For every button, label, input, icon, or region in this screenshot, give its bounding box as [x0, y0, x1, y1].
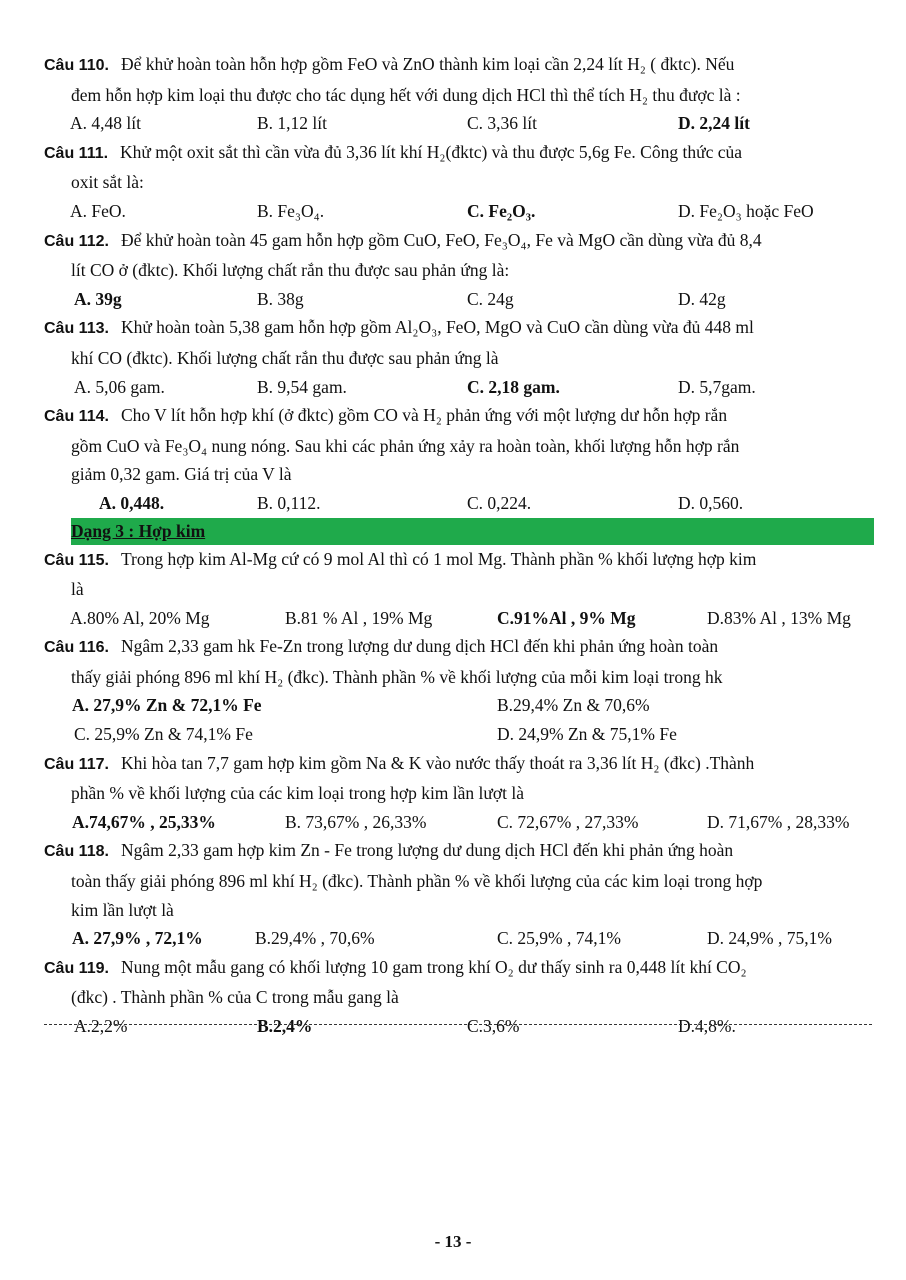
option-b: B. 38g — [257, 288, 304, 309]
option-b: B. 9,54 gam. — [257, 376, 347, 397]
question-text: phần % về khối lượng của các kim loại trong hợp kim lần lượt là — [71, 783, 525, 804]
question-116 — [44, 632, 874, 663]
question-112 — [44, 226, 874, 257]
option-b: B. 0,112. — [257, 492, 321, 513]
option-c-answer: C.91%Al , 9% Mg — [497, 607, 636, 628]
question-number: Câu 110. — [44, 57, 109, 74]
question-text: oxit sắt là: — [71, 172, 144, 193]
option-a: A. FeO. — [70, 200, 126, 221]
option-c-answer: C. 2,18 gam. — [467, 376, 560, 397]
option-d: D. 0,560. — [678, 492, 744, 513]
option-d: D. 24,9% Zn & 75,1% Fe — [497, 724, 677, 745]
option-c: C. 3,36 lít — [467, 113, 538, 134]
option-b: B.81 % Al , 19% Mg — [285, 607, 433, 628]
options-116-row2 — [44, 720, 874, 749]
question-number: Câu 113. — [44, 320, 109, 338]
option-c: C. 0,224. — [467, 492, 532, 513]
question-text: Trong hợp kim Al-Mg cứ có 9 mol Al thì có 1 mol Mg. Thành phần % khối lượng hợp kim — [120, 548, 757, 569]
options-111 — [44, 197, 874, 226]
option-b-answer: B.2,4% — [257, 1016, 313, 1036]
options-112 — [44, 285, 874, 314]
option-d: D.83% Al , 13% Mg — [707, 607, 851, 628]
question-text: giảm 0,32 gam. Giá trị của V là — [71, 464, 292, 485]
option-a-answer: A. 0,448. — [99, 492, 165, 513]
question-number: Câu 118. — [44, 843, 109, 861]
option-a-answer: A. 27,9% , 72,1% — [72, 928, 203, 949]
option-c: C.3,6% — [467, 1016, 520, 1036]
option-d: D. 42g — [678, 288, 726, 309]
option-c-answer: C. Fe₂O₃. — [467, 200, 536, 221]
options-119 — [44, 1012, 874, 1041]
options-114 — [44, 489, 874, 518]
option-b: B. 1,12 lít — [257, 113, 328, 134]
question-text: Để khử hoàn toàn 45 gam hỗn hợp gồm CuO, FeO, Fe₃O₄, Fe và MgO cần dùng vừa đủ 8,4 — [120, 229, 762, 250]
question-113 — [44, 313, 874, 344]
question-number: Câu 114. — [44, 408, 109, 426]
question-115 — [44, 545, 874, 576]
options-116-row1 — [44, 691, 874, 720]
option-c: C. 25,9% , 74,1% — [497, 928, 621, 949]
question-text: Khử hoàn toàn 5,38 gam hỗn hợp gồm Al₂O₃, FeO, MgO và CuO cần dùng vừa đủ 448 ml — [120, 317, 754, 338]
option-c: C. 25,9% Zn & 74,1% Fe — [74, 724, 253, 745]
question-number: Câu 119. — [44, 959, 109, 977]
option-d: D. 5,7gam. — [678, 376, 756, 397]
question-text: Ngâm 2,33 gam hợp kim Zn - Fe trong lượng dư dung dịch HCl đến khi phản ứng hoàn — [120, 840, 734, 861]
option-a: A. 5,06 gam. — [74, 376, 165, 397]
question-text: Nung một mẫu gang có khối lượng 10 gam trong khí O₂ dư thấy sinh ra 0,448 lít khí CO₂ — [120, 956, 747, 977]
document-page — [44, 50, 874, 1041]
question-text: Ngâm 2,33 gam hk Fe-Zn trong lượng dư dung dịch HCl đến khi phản ứng hoàn toàn — [120, 636, 719, 657]
option-b: B.29,4% , 70,6% — [255, 928, 375, 949]
option-d: D. Fe₂O₃ hoặc FeO — [678, 200, 814, 221]
option-c: C. 24g — [467, 288, 514, 309]
question-118 — [44, 836, 874, 867]
question-text: Khử một oxit sắt thì cần vừa đủ 3,36 lít khí H₂(đktc) và thu được 5,6g Fe. Công thức của — [120, 141, 742, 162]
question-number: Câu 117. — [44, 755, 109, 773]
question-text: thấy giải phóng 896 ml khí H₂ (đkc). Thành phần % về khối lượng của mỗi kim loại trong hk — [71, 666, 723, 687]
option-a: A.2,2% — [74, 1016, 128, 1036]
question-number: Câu 115. — [44, 551, 109, 569]
question-number: Câu 112. — [44, 232, 109, 250]
question-text: kim lần lượt là — [71, 899, 174, 920]
question-number: Câu 111. — [44, 144, 109, 162]
options-118 — [44, 924, 874, 953]
question-117 — [44, 749, 874, 780]
question-114 — [44, 401, 874, 432]
question-119 — [44, 953, 874, 984]
option-c: C. 72,67% , 27,33% — [497, 811, 639, 832]
question-text: toàn thấy giải phóng 896 ml khí H₂ (đkc). Thành phần % về khối lượng của các kim loại trong hợp — [71, 871, 763, 892]
option-a-answer: A.74,67% , 25,33% — [72, 811, 216, 832]
options-110 — [44, 109, 874, 138]
dashed-divider — [44, 1024, 872, 1025]
question-text: là — [71, 579, 84, 600]
option-d-answer: D. 2,24 lít — [678, 113, 750, 134]
question-text: khí CO (đktc). Khối lượng chất rắn thu được sau phản ứng là — [71, 347, 499, 368]
question-110 — [44, 50, 874, 81]
question-number: Câu 116. — [44, 639, 109, 657]
options-115 — [44, 604, 874, 633]
options-117 — [44, 808, 874, 837]
question-text: Để khử hoàn toàn hỗn hợp gồm FeO và ZnO thành kim loại cần 2,24 lít H₂ ( đktc). Nếu — [120, 54, 735, 74]
option-d: D.4,8%. — [678, 1016, 736, 1036]
option-b: B. 73,67% , 26,33% — [285, 811, 427, 832]
option-a: A. 4,48 lít — [70, 113, 141, 134]
option-a-answer: A. 27,9% Zn & 72,1% Fe — [72, 695, 262, 716]
question-111 — [44, 138, 874, 169]
section-heading: Dạng 3 : Hợp kim — [71, 518, 874, 545]
option-d: D. 71,67% , 28,33% — [707, 811, 850, 832]
question-text: gồm CuO và Fe₃O₄ nung nóng. Sau khi các phản ứng xảy ra hoàn toàn, khối lượng hỗn hợp rắn — [71, 435, 740, 456]
options-113 — [44, 373, 874, 402]
question-text: Khi hòa tan 7,7 gam hợp kim gồm Na & K vào nước thấy thoát ra 3,36 lít H₂ (đkc) .Thành — [120, 752, 755, 773]
option-a-answer: A. 39g — [74, 288, 122, 309]
question-text: (đkc) . Thành phần % của C trong mẫu gang là — [71, 987, 399, 1008]
page-number: - 13 - — [434, 1232, 472, 1251]
question-text: Cho V lít hỗn hợp khí (ở đktc) gồm CO và H₂ phản ứng với một lượng dư hỗn hợp rắn — [120, 405, 728, 426]
option-a: A.80% Al, 20% Mg — [70, 607, 210, 628]
option-b: B. Fe₃O₄. — [257, 200, 325, 221]
option-d: D. 24,9% , 75,1% — [707, 928, 832, 949]
question-text: đem hỗn hợp kim loại thu được cho tác dụng hết với dung dịch HCl thì thể tích H₂ thu được là : — [71, 84, 741, 105]
question-text: lít CO ở (đktc). Khối lượng chất rắn thu được sau phản ứng là: — [71, 260, 510, 281]
option-b: B.29,4% Zn & 70,6% — [497, 695, 650, 716]
